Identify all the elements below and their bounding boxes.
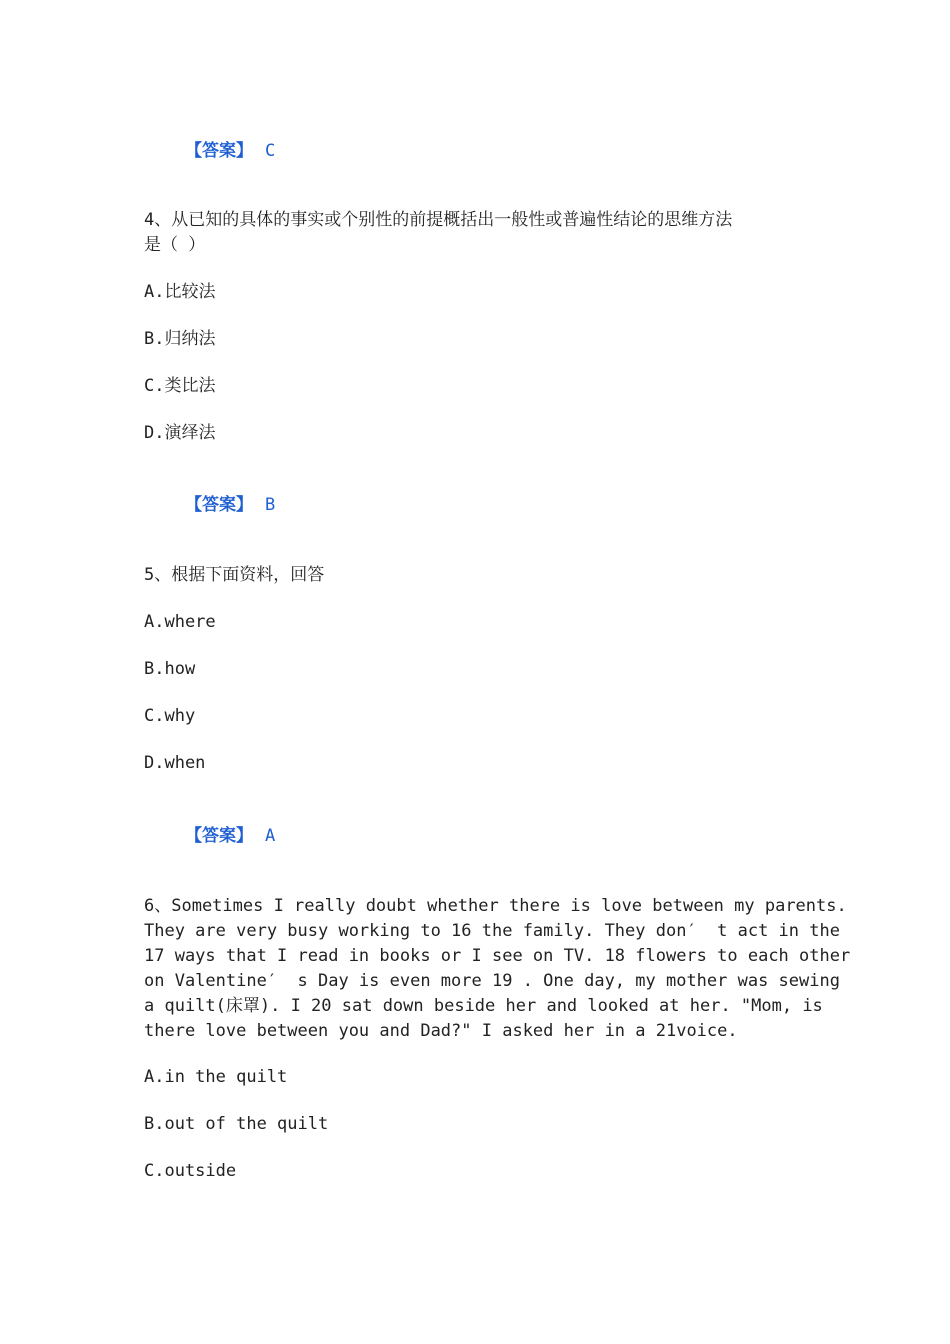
question-4-stem-line2: 是（ ） <box>144 235 206 255</box>
answer-line-prev <box>144 114 275 189</box>
question-4-option-a: A.比较法 <box>144 282 216 302</box>
question-4-option-b: B.归纳法 <box>144 329 216 349</box>
question-6-stem-line1: 6、Sometimes I really doubt whether there is love between my parents. <box>144 896 847 916</box>
question-6-stem-line2: They are very busy working to 16 the family. They don′ t act in the <box>144 921 840 941</box>
question-5-option-a: A.where <box>144 612 216 632</box>
question-6-option-a: A.in the quilt <box>144 1067 288 1087</box>
answer-line-q5 <box>144 799 275 874</box>
question-4-option-c: C.类比法 <box>144 376 216 396</box>
answer-value: B <box>264 495 276 515</box>
question-6-stem-line6: there love between you and Dad?" I asked her in a 21voice. <box>144 1021 738 1041</box>
question-6-option-b: B.out of the quilt <box>144 1114 329 1134</box>
question-6-option-c: C.outside <box>144 1161 237 1181</box>
question-5-option-b: B.how <box>144 659 196 679</box>
question-5-stem: 5、根据下面资料，回答 <box>144 565 325 585</box>
answer-value: A <box>264 826 276 846</box>
question-5-option-c: C.why <box>144 706 196 726</box>
answer-label: 【答案】 <box>184 141 253 161</box>
question-6-stem-line5: a quilt(床罩). I 20 sat down beside her and looked at her. "Mom, is <box>144 996 823 1016</box>
question-4-stem-line1: 4、从已知的具体的事实或个别性的前提概括出一般性或普遍性结论的思维方法 <box>144 210 733 230</box>
answer-line-q4 <box>144 468 275 543</box>
question-4-option-d: D.演绎法 <box>144 423 216 443</box>
question-6-stem-line4: on Valentine′ s Day is even more 19 . One day, my mother was sewing <box>144 971 840 991</box>
answer-value: C <box>264 141 276 161</box>
answer-label: 【答案】 <box>184 495 253 515</box>
answer-label: 【答案】 <box>184 826 253 846</box>
question-6-stem-line3: 17 ways that I read in books or I see on TV. 18 flowers to each other <box>144 946 851 966</box>
question-5-option-d: D.when <box>144 753 206 773</box>
